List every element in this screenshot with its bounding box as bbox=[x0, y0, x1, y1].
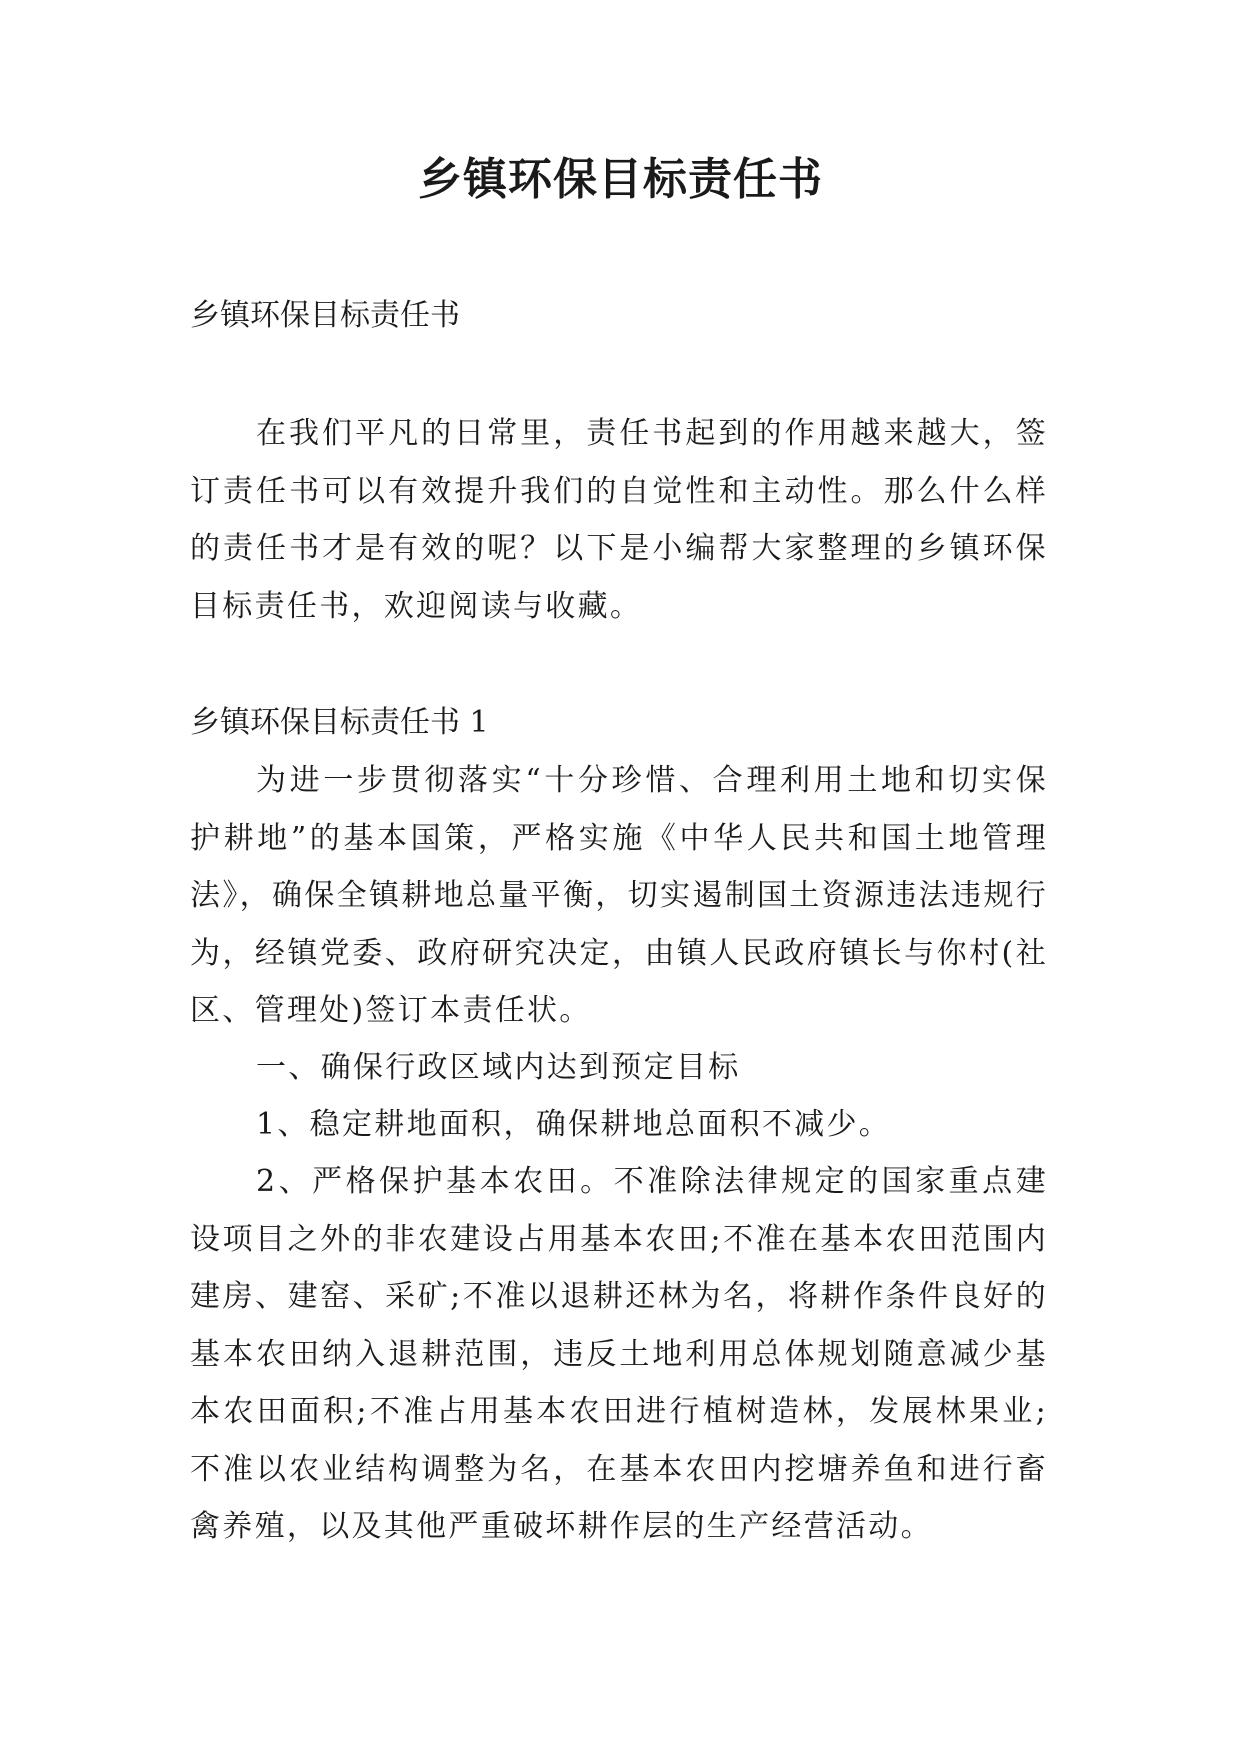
intro-paragraph: 在我们平凡的日常里，责任书起到的作用越来越大，签订责任书可以有效提升我们的自觉性和主动性。那么什么样的责任书才是有效的呢？以下是小编帮大家整理的乡镇环保目标责任书，欢迎阅读与收藏。 bbox=[190, 416, 1048, 624]
document-title: 乡镇环保目标责任书 bbox=[418, 154, 823, 205]
body-paragraph: 一、确保行政区域内达到预定目标 bbox=[256, 1050, 741, 1085]
section-heading: 乡镇环保目标责任书 1 bbox=[190, 705, 489, 740]
body-paragraph: 1、稳定耕地面积，确保耕地总面积不减少。 bbox=[256, 1107, 892, 1142]
body-paragraph: 2、严格保护基本农田。不准除法律规定的国家重点建设项目之外的非农建设占用基本农田;不准在基本农田范围内建房、建窑、采矿;不准以退耕还林为名，将耕作条件良好的基本农田纳入退耕范围，违反土地利用总体规划随意减少基本农田面积;不准占用基本农田进行植树造林，发展林果业;不准以农业结构调整为名，在基本农田内挖塘养鱼和进行畜禽养殖，以及其他严重破坏耕作层的生产经营活动。 bbox=[190, 1164, 1048, 1544]
document-subtitle: 乡镇环保目标责任书 bbox=[190, 298, 460, 333]
body-paragraph: 为进一步贯彻落实“十分珍惜、合理利用土地和切实保护耕地”的基本国策，严格实施《中华人民共和国土地管理法》，确保全镇耕地总量平衡，切实遏制国土资源违法违规行为，经镇党委、政府研究决定，由镇人民政府镇长与你村(社区、管理处)签订本责任状。 bbox=[190, 763, 1048, 1028]
